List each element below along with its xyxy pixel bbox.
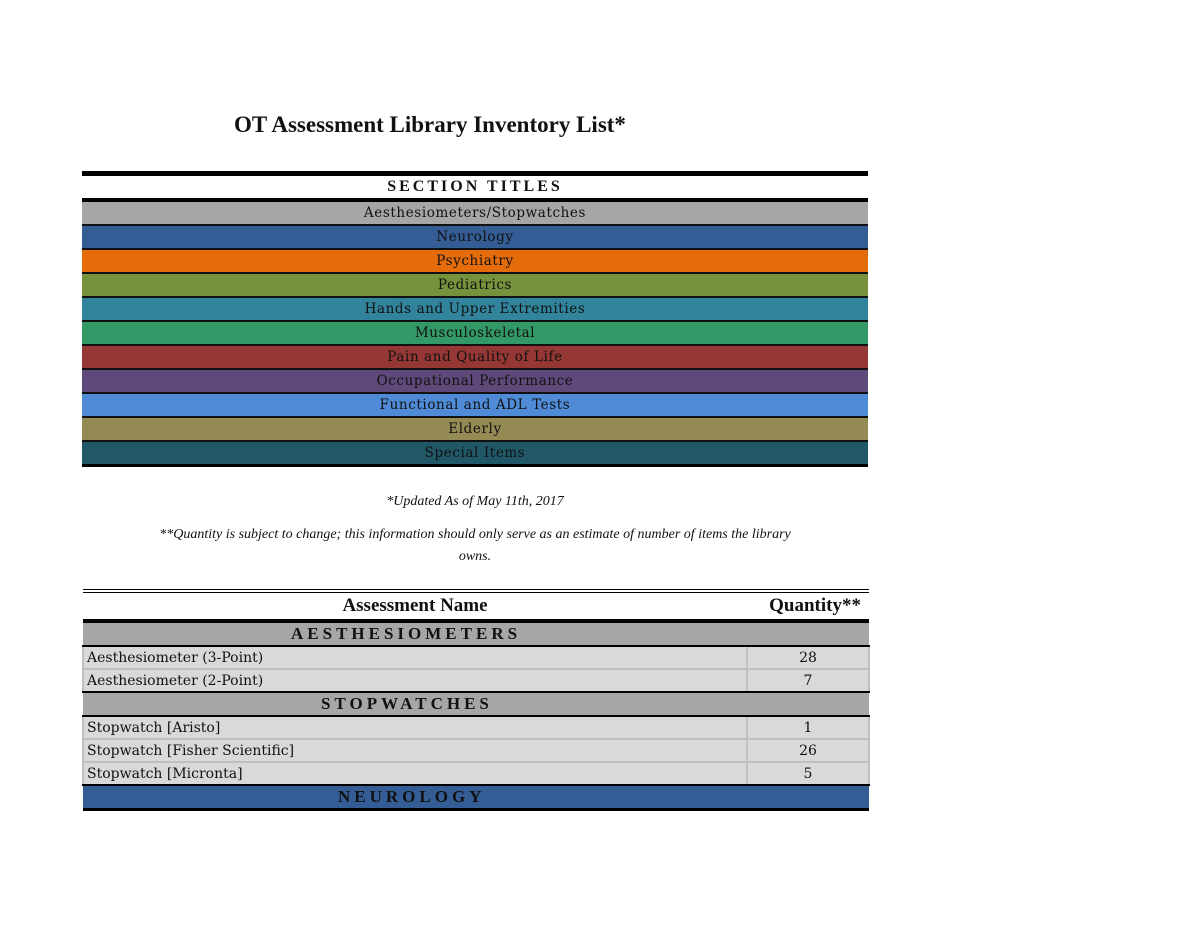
quantity-disclaimer-line2: owns.	[458, 549, 492, 564]
category-neurology: NEUROLOGY	[83, 785, 869, 810]
section-row-psychiatry: Psychiatry	[82, 250, 868, 274]
category-aesthesiometers: AESTHESIOMETERS	[83, 621, 869, 646]
inventory-header-row	[83, 591, 869, 621]
assessment-quantity: 26	[747, 739, 869, 762]
assessment-name: Stopwatch [Micronta]	[83, 762, 747, 785]
assessment-quantity: 7	[747, 669, 869, 692]
page-title: OT Assessment Library Inventory List*	[234, 112, 626, 137]
category-stopwatches: STOPWATCHES	[83, 692, 869, 716]
quantity-disclaimer	[82, 524, 868, 568]
assessment-quantity: 1	[747, 716, 869, 739]
table-row	[83, 762, 869, 785]
section-row-aesthesiometers: Aesthesiometers/Stopwatches	[82, 202, 868, 226]
category-row	[83, 621, 869, 646]
section-row-occupational: Occupational Performance	[82, 370, 868, 394]
assessment-name: Stopwatch [Aristo]	[83, 716, 747, 739]
category-row	[83, 692, 869, 716]
quantity-header: Quantity**	[747, 591, 869, 621]
section-row-neurology: Neurology	[82, 226, 868, 250]
assessment-quantity: 28	[747, 646, 869, 669]
assessment-name-header: Assessment Name	[83, 591, 747, 621]
table-row	[83, 669, 869, 692]
inventory-table	[82, 589, 870, 811]
assessment-name: Stopwatch [Fisher Scientific]	[83, 739, 747, 762]
section-titles-table	[82, 171, 868, 467]
table-row	[83, 646, 869, 669]
section-row-elderly: Elderly	[82, 418, 868, 442]
assessment-name: Aesthesiometer (3-Point)	[83, 646, 747, 669]
category-row	[83, 785, 869, 810]
updated-note: *Updated As of May 11th, 2017	[386, 494, 564, 509]
assessment-name: Aesthesiometer (2-Point)	[83, 669, 747, 692]
section-row-special: Special Items	[82, 442, 868, 467]
section-row-functional: Functional and ADL Tests	[82, 394, 868, 418]
table-row	[83, 716, 869, 739]
quantity-disclaimer-line1: **Quantity is subject to change; this information should only serve as an estimate of number of items the library	[159, 527, 791, 542]
section-row-hands: Hands and Upper Extremities	[82, 298, 868, 322]
section-titles-header: SECTION TITLES	[82, 171, 868, 202]
section-row-musculoskeletal: Musculoskeletal	[82, 322, 868, 346]
section-row-pediatrics: Pediatrics	[82, 274, 868, 298]
assessment-quantity: 5	[747, 762, 869, 785]
table-row	[83, 739, 869, 762]
section-row-pain: Pain and Quality of Life	[82, 346, 868, 370]
